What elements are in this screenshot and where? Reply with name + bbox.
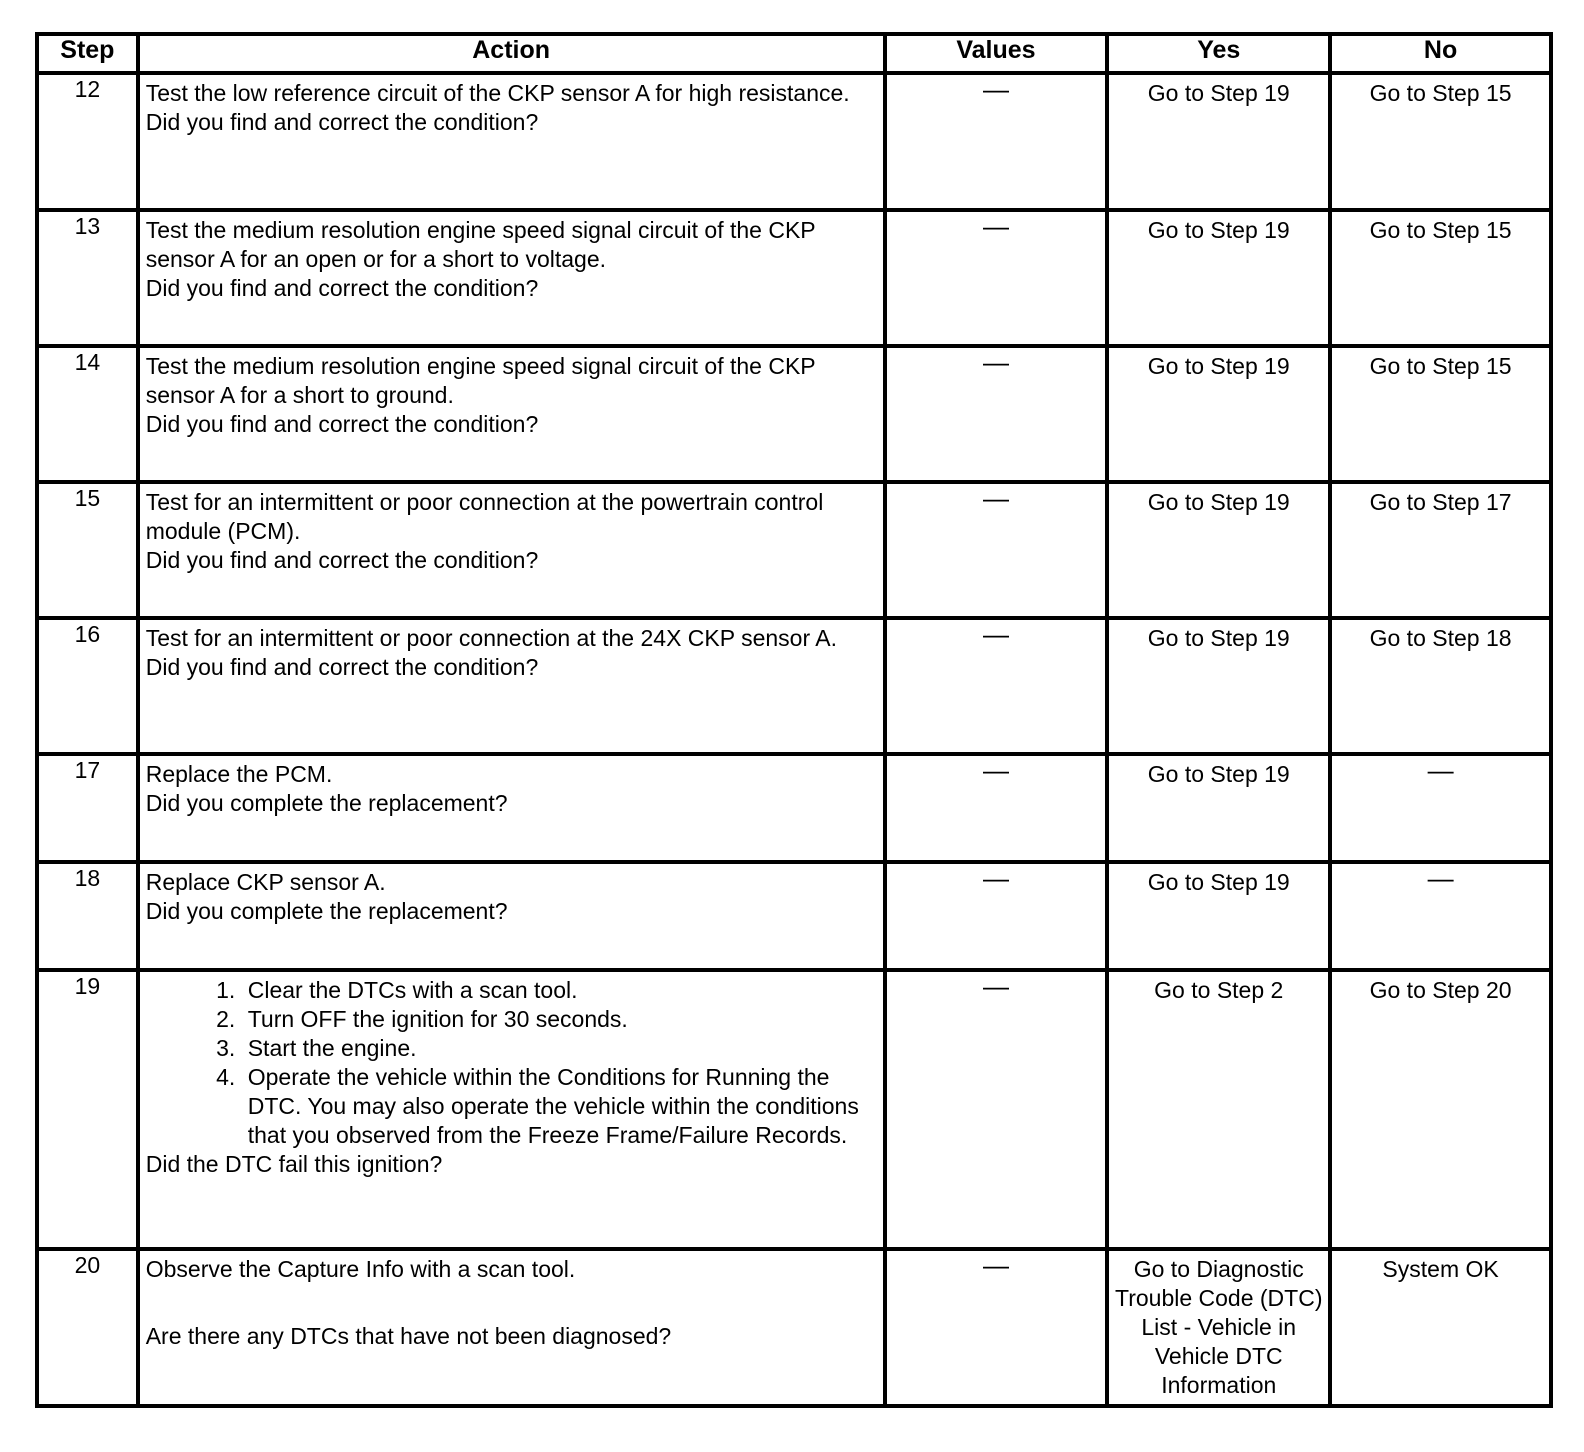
- action-question: Did you complete the replacement?: [145, 898, 508, 924]
- action-text: Test for an intermittent or poor connection at the 24X CKP sensor A.: [145, 625, 837, 651]
- yes-cell: [1107, 862, 1330, 970]
- action-cell: [138, 862, 885, 970]
- diagnostic-table: [35, 32, 1553, 1408]
- action-question: Did you find and correct the condition?: [145, 275, 539, 301]
- values-cell: —: [885, 346, 1108, 482]
- no-text: Go to Step 20: [1369, 977, 1512, 1003]
- values-cell: —: [885, 754, 1108, 862]
- action-question: Did the DTC fail this ignition?: [145, 1151, 443, 1177]
- table-row: [37, 618, 1551, 754]
- yes-text: Go to Step 19: [1147, 869, 1290, 895]
- action-text: Test the low reference circuit of the CKP sensor A for high resistance.: [145, 80, 850, 106]
- step-number: 18: [37, 862, 138, 970]
- step-number: 17: [37, 754, 138, 862]
- table-row: [37, 1249, 1551, 1406]
- action-cell: [138, 970, 885, 1249]
- yes-text: Go to Step 19: [1147, 489, 1290, 515]
- yes-text: Go to Step 19: [1147, 761, 1290, 787]
- action-cell: [138, 482, 885, 618]
- list-item: 2. Turn OFF the ignition for 30 seconds.: [242, 1005, 877, 1034]
- step-number: 13: [37, 210, 138, 346]
- action-question: Did you find and correct the condition?: [145, 547, 539, 573]
- yes-cell: [1107, 618, 1330, 754]
- no-cell: [1330, 210, 1551, 346]
- yes-text: Go to Step 19: [1147, 217, 1290, 243]
- step-number: 20: [37, 1249, 138, 1406]
- table-row: [37, 73, 1551, 210]
- no-cell: [1330, 970, 1551, 1249]
- yes-text: Go to Step 19: [1147, 353, 1290, 379]
- header-no: No: [1330, 34, 1551, 73]
- table-row: [37, 346, 1551, 482]
- values-cell: —: [885, 970, 1108, 1249]
- yes-text: Go to Step 2: [1154, 977, 1284, 1003]
- action-step-list: [146, 976, 877, 1150]
- action-question: Are there any DTCs that have not been diagnosed?: [145, 1323, 672, 1349]
- no-text: Go to Step 15: [1369, 217, 1512, 243]
- table-row: [37, 862, 1551, 970]
- no-cell: —: [1330, 754, 1551, 862]
- yes-text: Go to Step 19: [1147, 625, 1290, 651]
- table-row: [37, 970, 1551, 1249]
- no-cell: [1330, 618, 1551, 754]
- values-cell: —: [885, 73, 1108, 210]
- header-step: Step: [37, 34, 138, 73]
- yes-link-text: Go to Diagnostic Trouble Code (DTC) List - Vehicle in Vehicle DTC Information: [1115, 1256, 1323, 1398]
- action-text: Replace CKP sensor A.: [145, 869, 386, 895]
- action-text: Test the medium resolution engine speed signal circuit of the CKP sensor A for an open or for a short to voltage.: [145, 217, 816, 272]
- no-text: Go to Step 15: [1369, 353, 1512, 379]
- action-text: Test the medium resolution engine speed signal circuit of the CKP sensor A for a short to ground.: [145, 353, 816, 408]
- table-row: [37, 754, 1551, 862]
- step-number: 19: [37, 970, 138, 1249]
- no-text: Go to Step 18: [1369, 625, 1512, 651]
- yes-cell: [1107, 970, 1330, 1249]
- no-cell: [1330, 346, 1551, 482]
- header-values: Values: [885, 34, 1108, 73]
- yes-cell: [1107, 346, 1330, 482]
- list-item: 1. Clear the DTCs with a scan tool.: [242, 976, 877, 1005]
- step-number: 14: [37, 346, 138, 482]
- action-cell: [138, 754, 885, 862]
- no-text: Go to Step 17: [1369, 489, 1512, 515]
- action-question: Did you complete the replacement?: [145, 790, 508, 816]
- action-cell: [138, 346, 885, 482]
- values-cell: —: [885, 482, 1108, 618]
- action-question: Did you find and correct the condition?: [145, 654, 539, 680]
- step-number: 16: [37, 618, 138, 754]
- yes-cell: [1107, 754, 1330, 862]
- yes-cell: [1107, 482, 1330, 618]
- list-item: 3. Start the engine.: [242, 1034, 877, 1063]
- action-cell: [138, 1249, 885, 1406]
- header-row: [37, 34, 1551, 73]
- action-question: Did you find and correct the condition?: [145, 411, 539, 437]
- no-cell: [1330, 1249, 1551, 1406]
- values-cell: —: [885, 862, 1108, 970]
- yes-cell: [1107, 1249, 1330, 1406]
- values-cell: —: [885, 210, 1108, 346]
- action-cell: [138, 73, 885, 210]
- action-question: Did you find and correct the condition?: [145, 109, 539, 135]
- list-item: 4. Operate the vehicle within the Conditions for Running the DTC. You may also operate the vehicle within the conditions that you observed from the Freeze Frame/Failure Records.: [242, 1063, 877, 1150]
- action-text: Replace the PCM.: [145, 761, 333, 787]
- no-text: Go to Step 15: [1369, 80, 1512, 106]
- yes-cell: [1107, 210, 1330, 346]
- step-number: 15: [37, 482, 138, 618]
- header-action: Action: [138, 34, 885, 73]
- step-number: 12: [37, 73, 138, 210]
- values-cell: —: [885, 1249, 1108, 1406]
- action-text: Test for an intermittent or poor connection at the powertrain control module (PCM).: [145, 489, 824, 544]
- yes-cell: [1107, 73, 1330, 210]
- action-text: Observe the Capture Info with a scan tool.: [145, 1256, 576, 1282]
- no-cell: [1330, 482, 1551, 618]
- no-text: System OK: [1382, 1256, 1499, 1282]
- action-cell: [138, 210, 885, 346]
- table-row: [37, 210, 1551, 346]
- yes-text: Go to Step 19: [1147, 80, 1290, 106]
- values-cell: —: [885, 618, 1108, 754]
- header-yes: Yes: [1107, 34, 1330, 73]
- action-cell: [138, 618, 885, 754]
- table-row: [37, 482, 1551, 618]
- no-cell: —: [1330, 862, 1551, 970]
- no-cell: [1330, 73, 1551, 210]
